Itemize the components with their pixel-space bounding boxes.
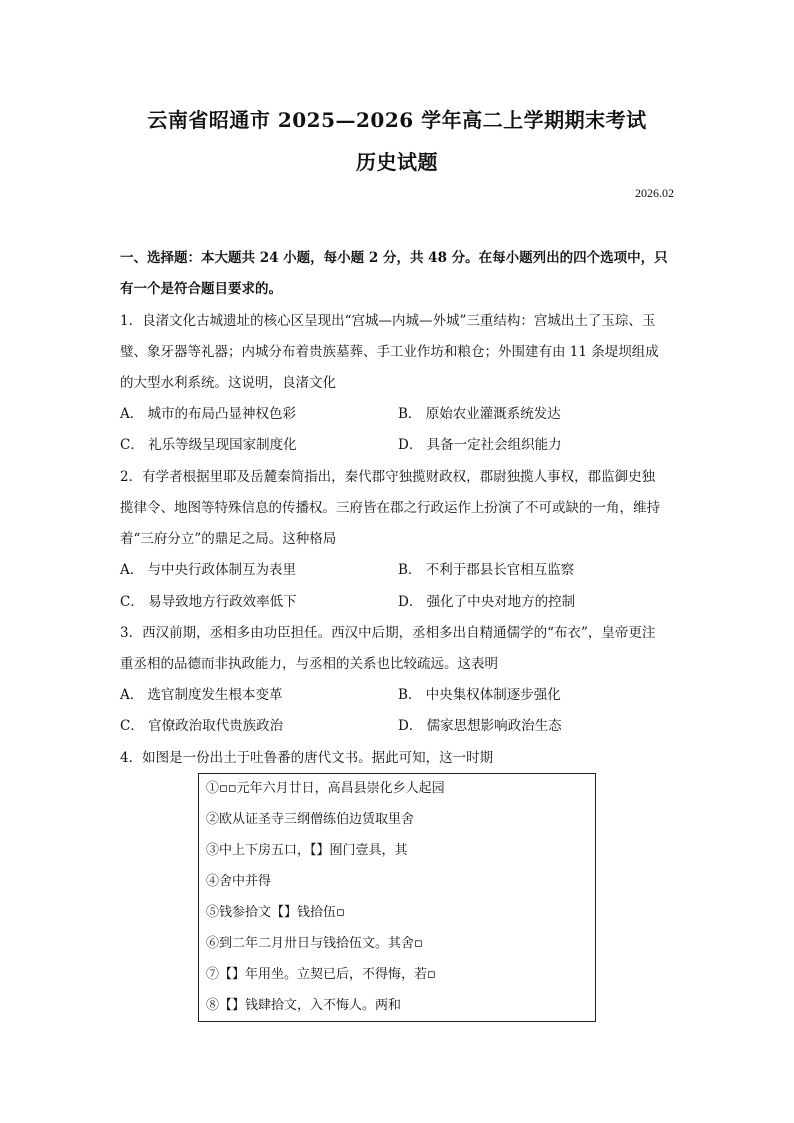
question-4-line-1: 4．如图是一份出土于吐鲁番的唐代文书。据此可知，这一时期 xyxy=(120,750,494,766)
exam-title: 云南省昭通市 2025—2026 学年高二上学期期末考试 xyxy=(147,108,647,132)
question-2-line-1: 2．有学者根据里耶及岳麓秦简指出，秦代郡守独揽财政权，郡尉独揽人事权，郡监御史独 xyxy=(120,469,656,485)
question-2-line-2: 揽律令、地图等特殊信息的传播权。三府皆在郡之行政运作上扮演了不可或缺的一角，维持 xyxy=(120,500,660,516)
tang-document-box xyxy=(198,773,596,1022)
question-1-option-a: A． 城市的布局凸显神权色彩 xyxy=(120,406,297,422)
question-3-option-b: B． 中央集权体制逐步强化 xyxy=(398,687,561,703)
question-3-option-a: A． 选官制度发生根本变革 xyxy=(120,687,283,703)
document-line-1: ①▫▫元年六月廿日，高昌县崇化乡人起园 xyxy=(206,781,445,796)
document-line-6: ⑥到二年二月卅日与钱拾伍文。其舍▫ xyxy=(206,936,423,951)
question-3-option-d: D． 儒家思想影响政治生态 xyxy=(398,718,562,734)
question-2-option-a: A． 与中央行政体制互为表里 xyxy=(120,562,297,578)
exam-date: 2026.02 xyxy=(635,186,674,200)
question-1-option-c: C． 礼乐等级呈现国家制度化 xyxy=(120,437,297,453)
document-line-3: ③中上下房五口，【】囿门壹具，其 xyxy=(206,843,408,858)
section-instruction-line-1: 一、选择题：本大题共 24 小题，每小题 2 分，共 48 分。在每小题列出的四个选项中，只 xyxy=(120,250,668,266)
question-1-option-d: D． 具备一定社会组织能力 xyxy=(398,437,562,453)
question-1-line-2: 璧、象牙器等礼器；内城分布着贵族墓葬、手工业作坊和粮仓；外围建有由 11 条堤坝组成 xyxy=(120,344,659,360)
question-1-line-3: 的大型水利系统。这说明，良渚文化 xyxy=(120,375,336,391)
document-line-2: ②欧从证圣寺三纲僧练伯边赁取里舍 xyxy=(206,812,415,827)
question-1-line-1: 1．良渚文化古城遗址的核心区呈现出“宫城—内城—外城”三重结构：宫城出土了玉琮、玉 xyxy=(120,313,656,329)
document-line-5: ⑤钱参拾文【】钱拾伍▫ xyxy=(206,905,345,920)
document-line-4: ④舍中并得 xyxy=(206,874,272,889)
document-line-7: ⑦【】年用坐。立契已后，不得悔，若▫ xyxy=(206,967,436,982)
question-2-option-d: D． 强化了中央对地方的控制 xyxy=(398,594,576,610)
section-instruction-line-2: 有一个是符合题目要求的。 xyxy=(120,281,282,297)
exam-subtitle: 历史试题 xyxy=(356,150,438,174)
question-3-option-c: C． 官僚政治取代贵族政治 xyxy=(120,718,284,734)
question-3-line-1: 3．西汉前期，丞相多由功臣担任。西汉中后期，丞相多出自精通儒学的“布衣”，皇帝更注 xyxy=(120,625,656,641)
question-1-option-b: B． 原始农业灌溉系统发达 xyxy=(398,406,561,422)
question-2-line-3: 着“三府分立”的鼎足之局。这种格局 xyxy=(120,531,337,547)
question-2-option-c: C． 易导致地方行政效率低下 xyxy=(120,594,297,610)
document-line-8: ⑧【】钱肆拾文，入不悔人。两和 xyxy=(206,998,402,1013)
question-3-line-2: 重丞相的品德而非执政能力，与丞相的关系也比较疏远。这表明 xyxy=(120,656,498,672)
question-2-option-b: B． 不利于郡县长官相互监察 xyxy=(398,562,575,578)
